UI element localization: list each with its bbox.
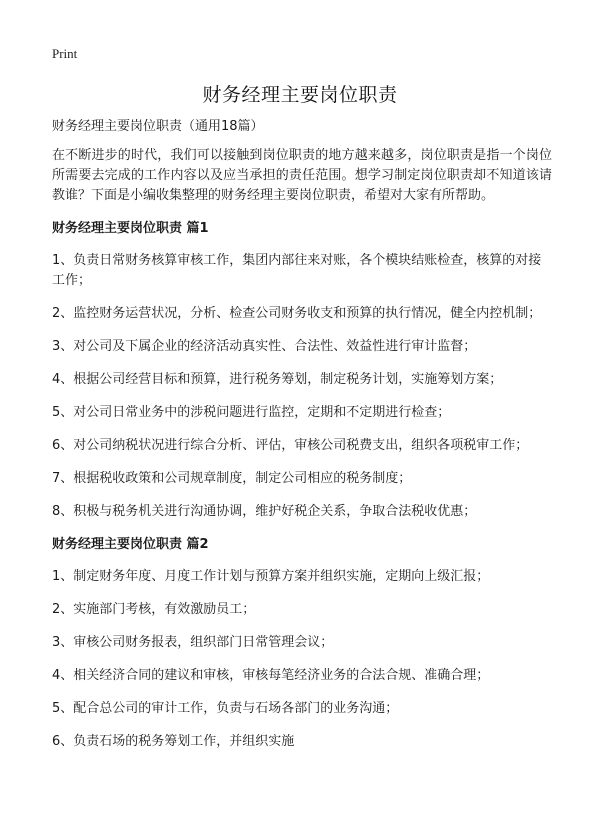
section-1 [52, 219, 552, 522]
document-title: 财务经理主要岗位职责 [202, 84, 398, 106]
list-item: 1、负责日常财务核算审核工作，集团内部往来对账，各个模块结账检查，核算的对接工作； [52, 253, 542, 288]
intro-paragraph: 在不断进步的时代，我们可以接触到岗位职责的地方越来越多，岗位职责是指一个岗位所需要去完成的工作内容以及应当承担的责任范围。想学习制定岗位职责却不知道该请教谁？下面是小编收集整理的财务经理主要岗位职责，希望对大家有所帮助。 [52, 148, 552, 203]
list-item: 3、对公司及下属企业的经济活动真实性、合法性、效益性进行审计监督； [52, 339, 477, 354]
list-item: 7、根据税收政策和公司规章制度，制定公司相应的税务制度； [52, 471, 412, 486]
document-subtitle: 财务经理主要岗位职责（通用18篇） [52, 119, 264, 134]
section-2 [52, 535, 552, 752]
list-item: 6、负责石场的税务筹划工作，并组织实施 [52, 734, 295, 749]
list-item: 3、审核公司财务报表，组织部门日常管理会议； [52, 635, 334, 650]
list-item: 2、实施部门考核，有效激励员工； [52, 602, 256, 617]
list-item: 6、对公司纳税状况进行综合分析、评估，审核公司税费支出，组织各项税审工作； [52, 438, 529, 453]
list-item: 4、相关经济合同的建议和审核，审核每笔经济业务的合法合规、准确合理； [52, 668, 490, 683]
list-item: 8、积极与税务机关进行沟通协调，维护好税企关系，争取合法税收优惠； [52, 504, 477, 519]
document-body [52, 117, 552, 765]
list-item: 5、配合总公司的审计工作，负责与石场各部门的业务沟通； [52, 701, 399, 716]
section-heading: 财务经理主要岗位职责 篇2 [52, 537, 209, 552]
list-item: 1、制定财务年度、月度工作计划与预算方案并组织实施，定期向上级汇报； [52, 569, 490, 584]
list-item: 4、根据公司经营目标和预算，进行税务筹划，制定税务计划，实施筹划方案； [52, 372, 503, 387]
section-heading: 财务经理主要岗位职责 篇1 [52, 221, 209, 236]
list-item: 2、监控财务运营状况，分析、检查公司财务收支和预算的执行情况，健全内控机制； [52, 306, 542, 321]
print-link[interactable]: Print [52, 46, 78, 61]
list-item: 5、对公司日常业务中的涉税问题进行监控，定期和不定期进行检查； [52, 405, 451, 420]
